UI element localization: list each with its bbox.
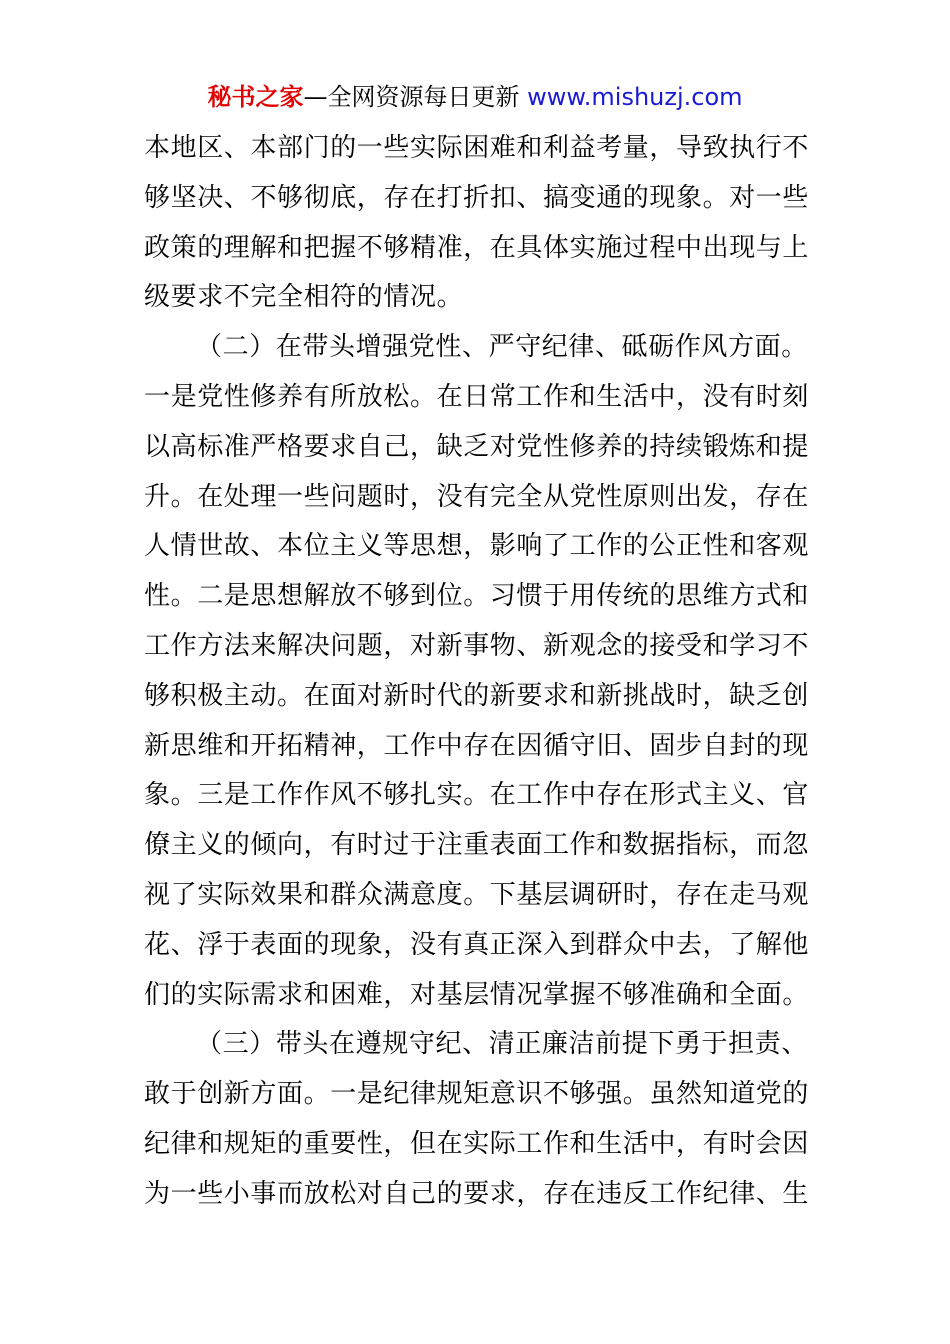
text-line: 本地区、本部门的一些实际困难和利益考量，导致执行不	[144, 133, 810, 163]
text-line: 升。在处理一些问题时，没有完全从党性原则出发，存在	[144, 481, 810, 512]
text-line: 新思维和开拓精神，工作中存在因循守旧、固步自封的现	[144, 730, 810, 761]
section-heading-2: （二）在带头增强党性、严守纪律、砥砺作风方面。	[196, 332, 808, 363]
header-brand: 秘书之家	[207, 83, 304, 111]
section-heading-3: （三）带头在遵规守纪、清正廉洁前提下勇于担责、	[196, 1029, 808, 1060]
text-line: 们的实际需求和困难，对基层情况掌握不够准确和全面。	[144, 979, 810, 1010]
text-line: 够积极主动。在面对新时代的新要求和新挑战时，缺乏创	[144, 680, 810, 711]
text-line: 敢于创新方面。一是纪律规矩意识不够强。虽然知道党的	[144, 1079, 810, 1110]
text-line: 为一些小事而放松对自己的要求，存在违反工作纪律、生	[144, 1178, 810, 1209]
text-line: 僚主义的倾向，有时过于注重表面工作和数据指标，而忽	[144, 830, 810, 861]
text-line: 以高标准严格要求自己，缺乏对党性修养的持续锻炼和提	[144, 431, 810, 462]
text-line: 工作方法来解决问题，对新事物、新观念的接受和学习不	[144, 630, 810, 661]
text-line: 视了实际效果和群众满意度。下基层调研时，存在走马观	[144, 879, 810, 910]
text-line: 象。三是工作作风不够扎实。在工作中存在形式主义、官	[144, 780, 810, 811]
text-line: 人情世故、本位主义等思想，影响了工作的公正性和客观	[144, 531, 810, 562]
text-line: 纪律和规矩的重要性，但在实际工作和生活中，有时会因	[144, 1128, 810, 1159]
text-line: 级要求不完全相符的情况。	[144, 282, 464, 313]
page-header	[0, 80, 950, 114]
header-site-link[interactable]: www.mishuzj.com	[527, 83, 743, 111]
text-line: 政策的理解和把握不够精准，在具体实施过程中出现与上	[144, 232, 810, 263]
document-body	[144, 124, 808, 1220]
text-line: 一是党性修养有所放松。在日常工作和生活中，没有时刻	[144, 381, 810, 412]
header-tagline: —全网资源每日更新	[303, 83, 528, 111]
text-line: 够坚决、不够彻底，存在打折扣、搞变通的现象。对一些	[144, 182, 810, 213]
text-line: 性。二是思想解放不够到位。习惯于用传统的思维方式和	[144, 581, 810, 612]
text-line: 花、浮于表面的现象，没有真正深入到群众中去，了解他	[144, 929, 810, 960]
